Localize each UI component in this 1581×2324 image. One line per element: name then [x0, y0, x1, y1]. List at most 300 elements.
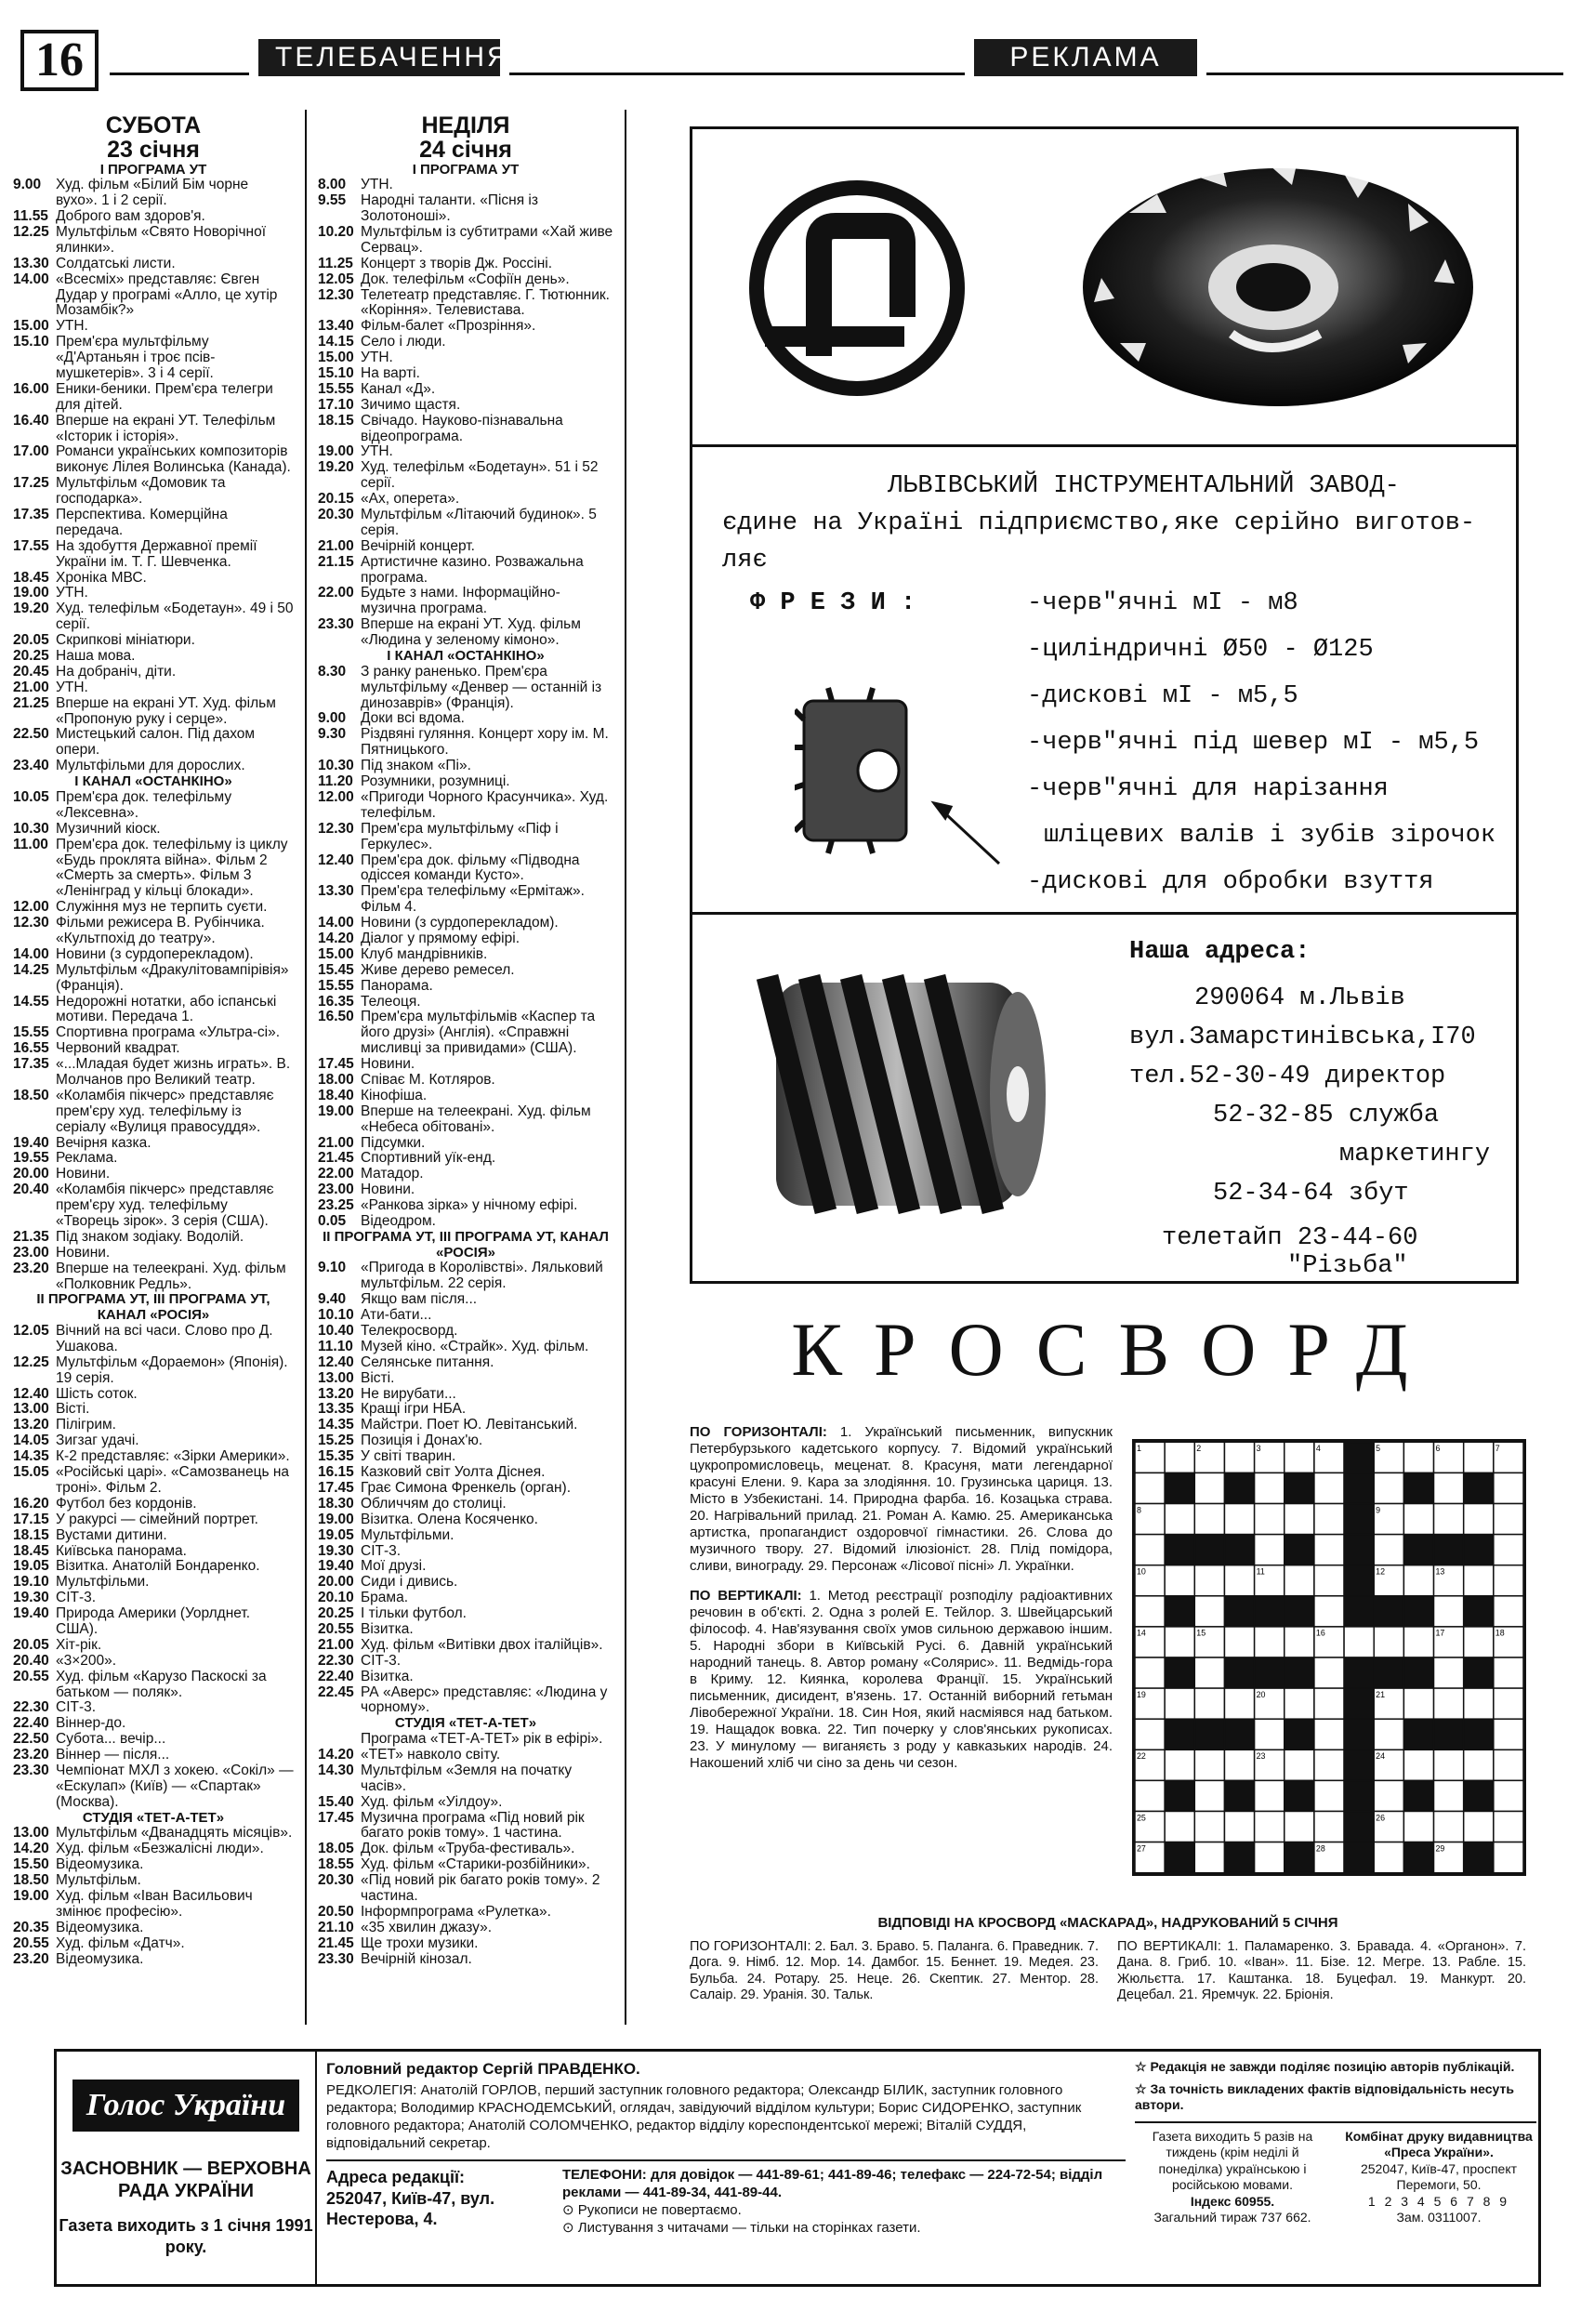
printing-house: Комбінат друку видавництва «Преса України».	[1345, 2128, 1533, 2159]
program-time: 13.20	[318, 1385, 354, 1402]
program-time: 20.00	[13, 1166, 49, 1182]
program-time: 20.40	[13, 1182, 49, 1198]
program-time: 17.10	[318, 396, 354, 413]
program-title: Червоний квадрат.	[56, 1040, 180, 1057]
program-time: 16.55	[13, 1040, 49, 1057]
program-time: 17.00	[13, 443, 49, 460]
program-title: «Російські царі». «Самозванець на троні». Фільм 2.	[56, 1464, 290, 1496]
program-entry	[13, 1575, 294, 1591]
program-title: Матадор.	[361, 1166, 424, 1182]
program-entry	[318, 1670, 613, 1685]
program-entry	[13, 1700, 294, 1716]
program-entry	[318, 398, 613, 414]
ad-product-item: -черв"ячні під шевер мІ - м5,5	[1027, 729, 1480, 757]
grid-cell	[1403, 1842, 1433, 1873]
ad-address-line: 290064 м.Львів	[1194, 984, 1405, 1012]
program-time: 21.00	[13, 679, 49, 695]
program-entry	[318, 1622, 613, 1638]
grid-cell	[1165, 1780, 1194, 1811]
grid-cell	[1374, 1719, 1403, 1750]
grid-cell	[1194, 1472, 1224, 1503]
program-title: Худ. телефільм «Бодетаун». 51 і 52 серії.	[361, 459, 599, 492]
program-time: 12.30	[318, 820, 354, 837]
grid-cell	[1344, 1657, 1374, 1688]
program-title: УТН.	[56, 585, 88, 601]
program-entry	[13, 1025, 294, 1041]
program-entry	[13, 319, 294, 335]
program-title: «Пригоди Чорного Красунчика». Худ. телефільм.	[361, 788, 609, 821]
channel-heading: ІІ ПРОГРАМА УТ, ІІІ ПРОГРАМА УТ, КАНАЛ «РОСІЯ»	[36, 1291, 270, 1324]
column-rule	[625, 110, 626, 2025]
program-entry	[13, 601, 294, 633]
program-entry	[13, 1559, 294, 1575]
program-entry	[318, 790, 613, 822]
grid-cell	[1344, 1842, 1374, 1873]
program-time: 10.20	[318, 223, 354, 240]
ad-product-item: -циліндричні Ø50 - Ø125	[1027, 636, 1374, 664]
program-title: Мультфільм.	[56, 1872, 141, 1889]
program-entry	[13, 178, 294, 209]
grid-cell	[1314, 1472, 1344, 1503]
program-time: 22.00	[318, 1166, 354, 1182]
program-title: Панорама.	[361, 977, 433, 994]
program-title: Прем'єра док. телефільму із циклу «Будь проклята війна». Фільм 2 «Смерть за смерть». Фільм 3 «Ленінград у кільці блокади».	[56, 836, 288, 900]
program-time: 21.35	[13, 1228, 49, 1245]
program-title: «Під новий рік багато років тому». 2 частина.	[361, 1872, 600, 1904]
program-time: 21.15	[318, 553, 354, 570]
program-time: 13.30	[318, 883, 354, 900]
program-entry	[318, 1433, 613, 1449]
grid-number: 5	[1376, 1444, 1381, 1454]
program-entry	[13, 1873, 294, 1889]
grid-cell	[1165, 1442, 1194, 1472]
grid-cell	[1314, 1719, 1344, 1750]
program-title: Худ. фільм «Іван Васильович змінює професію».	[56, 1888, 253, 1920]
program-entry	[318, 1104, 613, 1136]
channel-heading: І ПРОГРАМА УТ	[99, 161, 207, 178]
program-time: 20.30	[318, 1872, 354, 1889]
program-title: «35 хвилин джазу».	[361, 1919, 493, 1935]
program-entry	[318, 711, 613, 727]
program-entry	[318, 1481, 613, 1497]
program-title: Візитка.	[361, 1668, 414, 1684]
program-entry	[318, 539, 613, 555]
grid-cell	[1224, 1780, 1254, 1811]
program-time: 14.20	[318, 1746, 354, 1763]
program-title: Мої друзі.	[361, 1558, 427, 1575]
program-entry	[318, 822, 613, 853]
program-time: 18.55	[318, 1856, 354, 1873]
program-entry	[318, 178, 613, 193]
program-entry	[318, 1402, 613, 1418]
ad-product-item: -дискові мІ - м5,5	[1027, 682, 1298, 710]
answers-down: ПО ВЕРТИКАЛІ: 1. Паламаренко. 3. Бравада. 4. «Органон». 7. Дана. 8. Гриб. 10. «Іван». 11. Бізе. 12. Мегре. 13. Рабле. 15. Жюльєтта. 17. Каштанка. 18. Буцефал. 19. Манкурт. 20. Децебал. 21. Яремчук. 22. Бріонія.	[1117, 1939, 1526, 2003]
program-entry	[318, 1873, 613, 1905]
program-title: Пілігрим.	[56, 1417, 116, 1433]
program-time: 19.20	[318, 459, 354, 476]
program-title: Клуб мандрівників.	[361, 945, 488, 962]
program-time: 13.20	[13, 1417, 49, 1433]
program-entry	[318, 1324, 613, 1340]
grid-cell	[1165, 1596, 1194, 1627]
program-time: 19.20	[13, 601, 49, 617]
program-title: Новини.	[361, 1182, 415, 1198]
program-entry	[318, 225, 613, 257]
grid-cell	[1374, 1627, 1403, 1657]
grid-cell	[1464, 1750, 1494, 1780]
grid-cell	[1255, 1719, 1285, 1750]
program-title: Хроніка МВС.	[56, 569, 147, 586]
program-title: Мультфільм «Земля на початку часів».	[361, 1762, 573, 1794]
grid-cell	[1403, 1535, 1433, 1565]
program-time: 17.55	[13, 537, 49, 554]
program-entry	[13, 1638, 294, 1654]
program-entry	[318, 1528, 613, 1544]
channel-heading: І ПРОГРАМА УТ	[412, 161, 520, 178]
grid-cell	[1285, 1596, 1314, 1627]
program-entry	[318, 1544, 613, 1560]
program-time: 20.30	[318, 507, 354, 522]
program-entry	[13, 225, 294, 257]
grid-cell	[1165, 1811, 1194, 1842]
program-entry	[13, 476, 294, 508]
program-title: Хіт-рік.	[56, 1636, 102, 1653]
program-time: 20.00	[318, 1574, 354, 1591]
tv-column-sunday	[318, 113, 613, 1967]
grid-cell	[1434, 1750, 1464, 1780]
program-title: Вечірній концерт.	[361, 537, 475, 554]
program-entry	[318, 931, 613, 947]
gear-cutter-sketch-image	[795, 664, 1008, 878]
program-title: УТН.	[56, 679, 88, 695]
grid-cell	[1255, 1627, 1285, 1657]
program-time: 9.10	[318, 1260, 347, 1276]
program-title: Свічадо. Науково-пізнавальна відеопрограма.	[361, 412, 563, 444]
grid-cell	[1194, 1535, 1224, 1565]
program-entry	[13, 1465, 294, 1497]
program-entry	[13, 539, 294, 571]
grid-cell	[1464, 1472, 1494, 1503]
program-entry	[318, 1763, 613, 1795]
program-time: 19.40	[318, 1558, 354, 1575]
program-time: 22.45	[318, 1684, 354, 1700]
grid-cell	[1285, 1688, 1314, 1719]
program-entry	[13, 1057, 294, 1089]
program-title: Село і люди.	[361, 334, 446, 350]
grid-cell	[1464, 1565, 1494, 1596]
program-entry	[318, 774, 613, 790]
program-entry	[318, 1182, 613, 1198]
program-title: Артистичне казино. Розважальна програма.	[361, 553, 584, 586]
program-title: Спортивна програма «Ультра-сі».	[56, 1024, 281, 1041]
grid-cell	[1344, 1627, 1374, 1657]
address-text: 252047, Київ-47, вул. Нестерова, 4.	[326, 2188, 495, 2229]
ad-address-title: Наша адреса:	[1129, 938, 1311, 966]
program-entry	[13, 1748, 294, 1763]
program-entry	[318, 1449, 613, 1465]
program-time: 22.00	[318, 585, 354, 601]
program-entry	[13, 209, 294, 225]
tv-column-saturday	[13, 113, 294, 1967]
ad-company-name: ЛЬВІВСЬКИЙ ІНСТРУМЕНТАЛЬНИЙ ЗАВОД-	[888, 472, 1400, 500]
grid-cell	[1224, 1504, 1254, 1535]
program-entry	[318, 1340, 613, 1355]
channel-heading: І КАНАЛ «ОСТАНКІНО»	[387, 648, 545, 665]
program-title: Казковий світ Уолта Діснея.	[361, 1464, 546, 1481]
program-time: 17.45	[318, 1056, 354, 1073]
program-time: 17.25	[13, 475, 49, 492]
program-time: 12.00	[318, 788, 354, 805]
program-entry	[13, 1732, 294, 1748]
imprint-editorial-block	[326, 2059, 1126, 2237]
grid-cell	[1434, 1719, 1464, 1750]
program-entry	[318, 1355, 613, 1371]
grid-cell	[1434, 1535, 1464, 1565]
grid-number: 8	[1136, 1505, 1141, 1515]
program-entry	[13, 696, 294, 728]
grid-cell	[1344, 1688, 1374, 1719]
program-title: «3×200».	[56, 1652, 117, 1669]
program-title: Канал «Д».	[361, 380, 436, 397]
program-entry	[13, 665, 294, 680]
crossword-answers	[690, 1915, 1526, 2004]
grid-cell	[1344, 1719, 1374, 1750]
program-title: Шість соток.	[56, 1385, 138, 1402]
program-time: 23.20	[13, 1260, 49, 1276]
program-title: Живе дерево ремесел.	[361, 961, 515, 978]
program-time: 23.30	[318, 616, 354, 633]
program-time: 9.00	[318, 710, 347, 727]
program-title: Вечірня казка.	[56, 1134, 152, 1151]
program-time: 11.00	[13, 836, 48, 852]
grid-cell	[1494, 1780, 1523, 1811]
grid-number: 15	[1196, 1628, 1206, 1638]
program-entry	[318, 759, 613, 774]
program-title: «...Младая будет жизнь играть». В. Молчанов про Великий театр.	[56, 1056, 291, 1088]
program-entry	[318, 366, 613, 382]
program-title: Позиція і Донах'ю.	[361, 1433, 483, 1449]
program-entry	[13, 1889, 294, 1921]
grid-cell	[1464, 1719, 1494, 1750]
program-entry	[13, 1591, 294, 1606]
program-entry	[318, 586, 613, 617]
program-entry	[13, 1387, 294, 1403]
program-entry	[318, 995, 613, 1010]
grid-cell	[1434, 1472, 1464, 1503]
program-time: 19.05	[318, 1526, 354, 1543]
grid-number: 22	[1136, 1751, 1146, 1762]
grid-cell	[1403, 1596, 1433, 1627]
program-time: 21.45	[318, 1150, 354, 1167]
program-time: 10.10	[318, 1307, 354, 1324]
program-title: «Коламбія пікчерс» представляє прем'єру худ. телефільму «Творець зірок». 3 серія (США).	[56, 1182, 274, 1229]
program-entry	[13, 1606, 294, 1638]
program-entry	[318, 1512, 613, 1528]
program-time: 15.10	[13, 334, 49, 350]
grid-cell	[1165, 1565, 1194, 1596]
hob-cutter-image	[720, 927, 1074, 1261]
program-title: Худ. фільм «Витівки двох італійців».	[361, 1636, 603, 1653]
program-time: 20.55	[13, 1668, 49, 1684]
program-title: Кінофіша.	[361, 1087, 428, 1103]
program-title: К-2 представляє: «Зірки Америки».	[56, 1448, 290, 1465]
program-entry	[13, 1528, 294, 1544]
grid-number: 19	[1136, 1689, 1146, 1699]
program-title: «Всесміх» представляє: Євген Дудар у програмі «Алло, це хутір Мозамбік?»	[56, 271, 278, 319]
program-entry	[318, 1214, 613, 1230]
program-time: 19.05	[13, 1558, 49, 1575]
grid-number: 4	[1315, 1444, 1321, 1454]
grid-cell	[1194, 1657, 1224, 1688]
down-label: ПО ВЕРТИКАЛІ:	[690, 1588, 802, 1604]
program-entry	[318, 1921, 613, 1936]
program-entry	[13, 1167, 294, 1182]
program-title: СІТ-3.	[361, 1542, 402, 1559]
program-time: 12.40	[318, 852, 354, 868]
program-time: 18.05	[318, 1841, 354, 1857]
program-entry	[318, 1559, 613, 1575]
program-time: 17.35	[13, 507, 49, 522]
grid-cell	[1464, 1688, 1494, 1719]
program-entry	[318, 1151, 613, 1167]
program-title: УТН.	[361, 443, 393, 460]
program-entry	[13, 822, 294, 838]
program-time: 20.05	[13, 1636, 49, 1653]
program-title: «Ах, оперета».	[361, 491, 460, 508]
channel-heading: ІІ ПРОГРАМА УТ, ІІІ ПРОГРАМА УТ, КАНАЛ «РОСІЯ»	[323, 1228, 609, 1261]
program-time: 15.05	[13, 1464, 49, 1481]
order-number: Зам. 0311007.	[1396, 2210, 1482, 2225]
grid-cell	[1494, 1719, 1523, 1750]
grid-cell	[1403, 1504, 1433, 1535]
disclaimer-positions: ☆ Редакція не завжди поділяє позицію авторів публікацій.	[1135, 2059, 1515, 2074]
program-entry	[13, 1418, 294, 1433]
program-time: 17.35	[13, 1056, 49, 1073]
grid-cell	[1464, 1657, 1494, 1688]
grid-cell	[1285, 1565, 1314, 1596]
grid-cell	[1494, 1842, 1523, 1873]
grid-cell	[1374, 1472, 1403, 1503]
program-entry	[318, 319, 613, 335]
grid-cell	[1165, 1504, 1194, 1535]
program-entry	[318, 272, 613, 288]
program-time: 23.30	[318, 1950, 354, 1967]
program-time: 19.00	[13, 1888, 49, 1904]
program-time: 9.55	[318, 192, 347, 209]
program-title: Мультфільми для дорослих.	[56, 758, 245, 774]
program-entry	[318, 1308, 613, 1324]
program-time: 18.15	[318, 412, 354, 429]
program-entry	[13, 1544, 294, 1560]
imprint-info-block	[1135, 2059, 1536, 2226]
ad-product-item: -дискові для обробки взуття	[1027, 868, 1434, 896]
program-title: Прем'єра телефільму «Ермітаж». Фільм 4.	[361, 883, 585, 916]
program-time: 17.15	[13, 1511, 49, 1527]
program-time: 11.10	[318, 1338, 353, 1354]
program-time: 18.50	[13, 1872, 49, 1889]
program-entry	[13, 382, 294, 414]
program-title: Фільми режисера В. Рубінчика. «Культпохід до театру».	[56, 915, 265, 946]
program-time: 15.00	[318, 350, 354, 366]
grid-cell	[1403, 1565, 1433, 1596]
day-heading: СУБОТА	[105, 112, 202, 139]
program-time: 13.00	[318, 1369, 354, 1386]
program-entry	[13, 1763, 294, 1811]
ad-address-panel	[692, 918, 1516, 1284]
program-title: «Коламбія пікчерс» представляє прем'єру худ. телефільму із серіалу «Вулиця правосуддя».	[56, 1087, 274, 1135]
program-title: Худ. фільм «Уілдоу».	[361, 1793, 503, 1810]
program-entry	[13, 727, 294, 759]
across-label: ПО ГОРИЗОНТАЛІ:	[690, 1424, 827, 1440]
grid-cell	[1194, 1750, 1224, 1780]
program-entry	[13, 272, 294, 320]
program-time: 11.20	[318, 773, 353, 790]
program-entry	[13, 680, 294, 696]
grid-cell	[1194, 1811, 1224, 1842]
ad-product-panel	[692, 450, 1516, 915]
program-time: 13.00	[13, 1401, 49, 1418]
grid-cell	[1344, 1750, 1374, 1780]
program-entry	[13, 995, 294, 1026]
grid-cell	[1255, 1811, 1285, 1842]
grid-cell	[1374, 1780, 1403, 1811]
program-title: Кращі ігри НБА.	[361, 1401, 467, 1418]
program-time: 9.00	[13, 177, 42, 193]
program-title: Худ. фільм «Безжалісні люди».	[56, 1841, 264, 1857]
editorial-board: РЕДКОЛЕГІЯ: Анатолій ГОРЛОВ, перший заступник головного редактора; Олександр БІЛИК, заступник головного редактора; Володимир КРАСНОДЕМСЬКИЙ, оглядач, завідуючий відділом культури; Борис СИДОРЕНКО, заступник головного редактора; Анатолій СОЛОМЧЕНКО, редактор відділу кореспондентської мережі; Віталій СУДДЯ, відповідальний секретар.	[326, 2082, 1082, 2151]
founder-text: ЗАСНОВНИК — ВЕРХОВНА РАДА УКРАЇНИ	[60, 2159, 311, 2201]
program-title: Підсумки.	[361, 1134, 426, 1151]
program-title: Наша мова.	[56, 648, 136, 665]
program-title: Мультфільм «Дракулітовампірівія» (Франція).	[56, 961, 289, 994]
program-entry	[318, 257, 613, 272]
program-entry	[13, 1654, 294, 1670]
program-title: Прем'єра мультфільмів «Каспер та його друзі» (Англія). «Справжні мисливці за привидами» (США).	[361, 1009, 596, 1057]
grid-cell	[1314, 1657, 1344, 1688]
program-entry	[13, 790, 294, 822]
program-time: 20.25	[13, 648, 49, 665]
grid-number: 29	[1435, 1843, 1445, 1854]
program-title: Візитка. Анатолій Бондаренко.	[56, 1558, 260, 1575]
program-entry	[13, 759, 294, 774]
chief-editor: Головний редактор Сергій ПРАВДЕНКО.	[326, 2060, 640, 2078]
program-entry	[318, 1010, 613, 1057]
program-title: Діалог у прямому ефірі.	[361, 930, 520, 946]
program-title: З ранку раненько. Прем'єра мультфільму «Денвер — останній із динозаврів» (Франція).	[361, 663, 602, 711]
program-title: Мистецький салон. Під дахом опери.	[56, 726, 256, 759]
grid-cell	[1494, 1750, 1523, 1780]
ad-address-line: вул.Замарстинівська,І70	[1129, 1023, 1476, 1051]
program-entry	[318, 1198, 613, 1214]
program-title: УТН.	[56, 318, 88, 335]
grid-cell	[1403, 1750, 1433, 1780]
grid-cell	[1285, 1719, 1314, 1750]
program-entry	[13, 257, 294, 272]
grid-cell	[1494, 1565, 1523, 1596]
program-time: 18.50	[13, 1087, 49, 1103]
grid-cell	[1135, 1535, 1165, 1565]
program-time: 23.40	[13, 758, 49, 774]
program-time: 21.10	[318, 1919, 354, 1935]
program-time: 15.00	[13, 318, 49, 335]
program-entry	[318, 1418, 613, 1433]
grid-number: 14	[1136, 1628, 1146, 1638]
grid-cell	[1224, 1811, 1254, 1842]
crossword-grid	[1132, 1439, 1526, 1876]
program-title: Під знаком «Пі».	[361, 758, 471, 774]
program-title: Під знаком зодіаку. Водолій.	[56, 1228, 244, 1245]
program-entry	[318, 1497, 613, 1512]
